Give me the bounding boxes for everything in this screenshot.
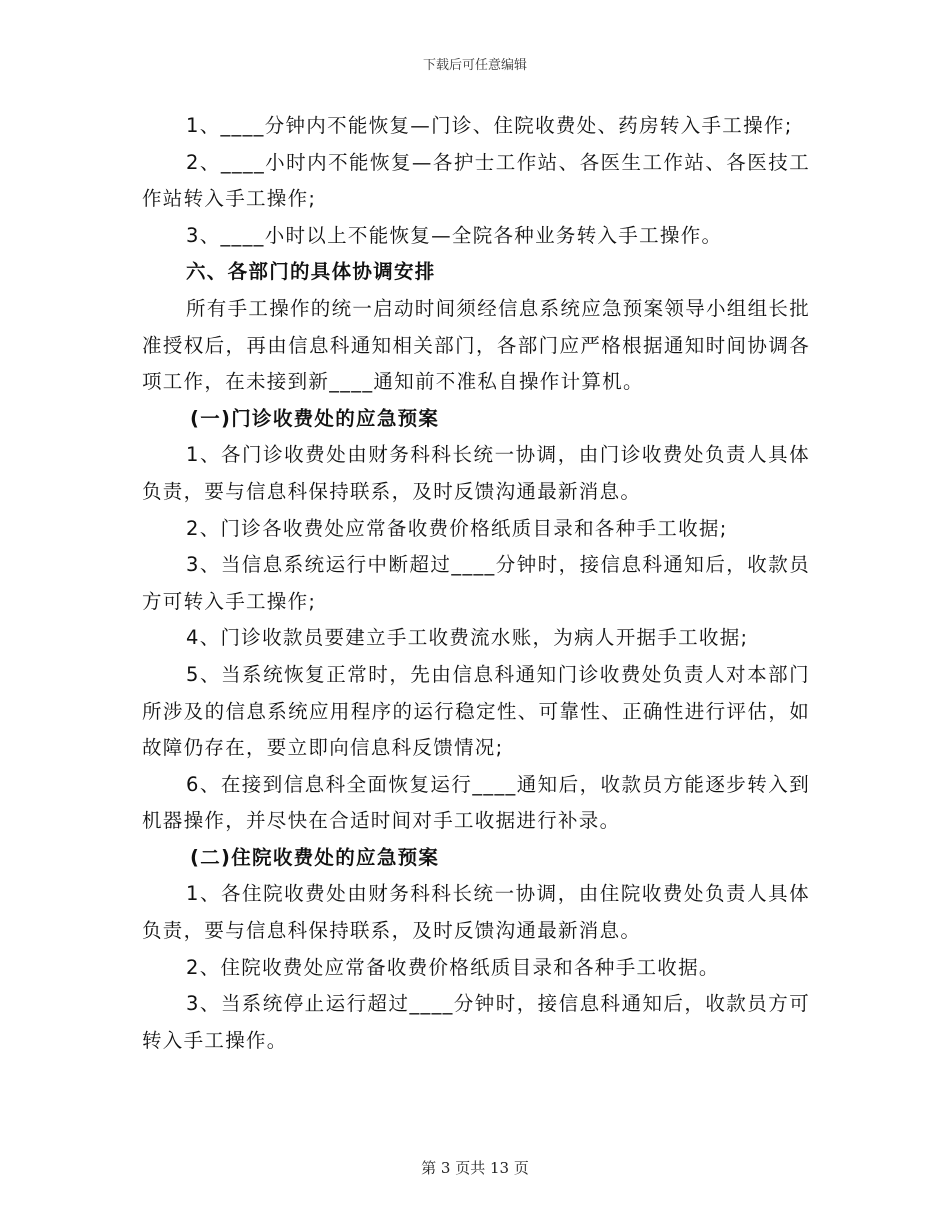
paragraph: 3、____小时以上不能恢复—全院各种业务转入手工操作。 xyxy=(186,223,723,247)
paragraph: 1、各门诊收费处由财务科科长统一协调，由门诊收费处负责人具体负责，要与信息科保持联系，及时反馈沟通最新消息。 xyxy=(142,443,810,503)
paragraph: 2、住院收费处应常备收费价格纸质目录和各种手工收据。 xyxy=(186,955,720,979)
page-header: 下载后可任意编辑 xyxy=(422,58,527,73)
paragraph: 5、当系统恢复正常时，先由信息科通知门诊收费处负责人对本部门所涉及的信息系统应用程序的运行稳定性、可靠性、正确性进行评估，如故障仍存在，要立即向信息科反馈情况; xyxy=(142,662,810,760)
paragraph: 3、当系统停止运行超过____分钟时，接信息科通知后，收款员方可转入手工操作。 xyxy=(142,992,810,1052)
section-heading: 六、各部门的具体协调安排 xyxy=(186,260,436,284)
subsection-heading: (一)门诊收费处的应急预案 xyxy=(190,406,440,430)
document-body xyxy=(142,108,810,1059)
paragraph: 1、____分钟内不能恢复—门诊、住院收费处、药房转入手工操作; xyxy=(186,114,793,137)
paragraph: 所有手工操作的统一启动时间须经信息系统应急预案领导小组组长批准授权后，再由信息科通知相关部门，各部门应严格根据通知时间协调各项工作，在未接到新____通知前不准私自操作计算机。 xyxy=(142,296,811,394)
paragraph: 3、当信息系统运行中断超过____分钟时，接信息科通知后，收款员方可转入手工操作; xyxy=(142,553,810,613)
paragraph: 1、各住院收费处由财务科科长统一协调，由住院收费处负责人具体负责，要与信息科保持联系，及时反馈沟通最新消息。 xyxy=(142,882,810,943)
subsection-heading: (二)住院收费处的应急预案 xyxy=(190,845,440,869)
paragraph: 2、____小时内不能恢复—各护士工作站、各医生工作站、各医技工作站转入手工操作; xyxy=(142,150,810,211)
paragraph: 4、门诊收款员要建立手工收费流水账，为病人开据手工收据; xyxy=(186,626,749,650)
paragraph: 2、门诊各收费处应常备收费价格纸质目录和各种手工收据; xyxy=(186,516,728,540)
page-number-footer: 第 3 页共 13 页 xyxy=(421,1159,529,1177)
paragraph: 6、在接到信息科全面恢复运行____通知后，收款员方能逐步转入到机器操作，并尽快在合适时间对手工收据进行补录。 xyxy=(142,772,810,833)
